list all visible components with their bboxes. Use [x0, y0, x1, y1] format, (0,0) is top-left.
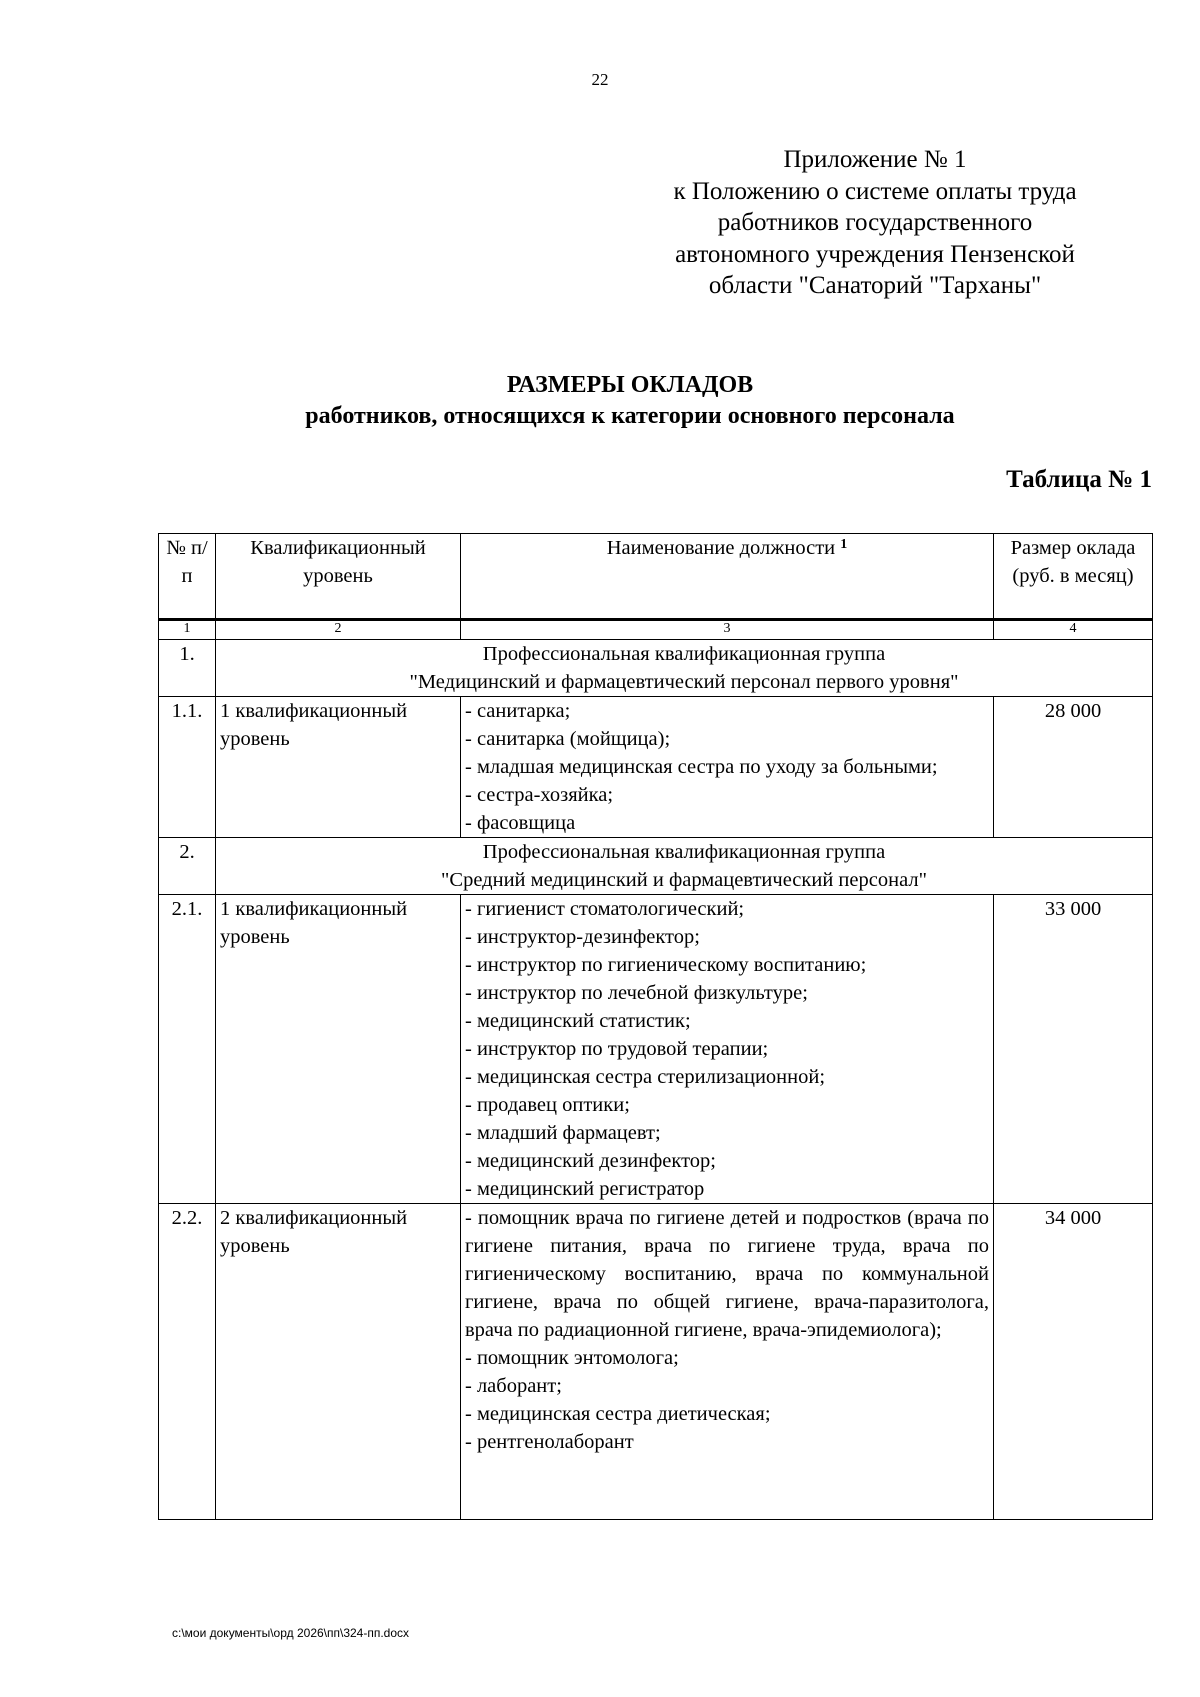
- position-item: - помощник энтомолога;: [465, 1347, 679, 1369]
- position-item: - медицинский дезинфектор;: [465, 1150, 716, 1172]
- row-num: 2.2.: [159, 1204, 216, 1520]
- file-path-footer: c:\мои документы\орд 2026\пп\324-пп.docx: [172, 1626, 410, 1640]
- position-item: - санитарка;: [465, 700, 571, 722]
- row-level: 1 квалификационный уровень: [216, 895, 461, 1204]
- appendix-line: Приложение № 1: [783, 146, 967, 173]
- header-level: Квалификационный уровень: [216, 534, 461, 620]
- group-title-line-2: "Медицинский и фармацевтический персонал первого уровня": [409, 671, 959, 693]
- position-item: - инструктор по гигиеническому воспитанию;: [465, 954, 867, 976]
- appendix-note: [640, 144, 1110, 302]
- column-number: 1: [159, 620, 216, 640]
- position-item: - младший фармацевт;: [465, 1122, 661, 1144]
- position-item: - инструктор по лечебной физкультуре;: [465, 982, 808, 1004]
- title-line-1: РАЗМЕРЫ ОКЛАДОВ: [506, 372, 754, 398]
- column-number: 2: [216, 620, 461, 640]
- position-item: - медицинская сестра стерилизационной;: [465, 1066, 826, 1088]
- position-item: - помощник врача по гигиене детей и подростков (врача по гигиене питания, врача по гигиене труда, врача по гигиеническому воспитанию, врача по коммунальной гигиене, врача по общей гигиене, врача-паразитолога, врача по радиационной гигиене, врача-эпидемиолога);: [465, 1207, 989, 1341]
- group-title: [216, 640, 1153, 697]
- group-title-line-1: Профессиональная квалификационная группа: [482, 841, 886, 863]
- group-row: [159, 640, 1153, 697]
- row-salary: 34 000: [994, 1204, 1153, 1520]
- group-num: 2.: [159, 838, 216, 895]
- row-positions: [461, 1204, 994, 1520]
- position-item: - санитарка (мойщица);: [465, 728, 671, 750]
- title-line-2: работников, относящихся к категории основного персонала: [305, 403, 955, 429]
- row-num: 2.1.: [159, 895, 216, 1204]
- position-item: - медицинский статистик;: [465, 1010, 691, 1032]
- position-item: - продавец оптики;: [465, 1094, 630, 1116]
- group-title-line-2: "Средний медицинский и фармацевтический персонал": [441, 869, 927, 891]
- header-position-label: Наименование должности: [606, 537, 836, 559]
- row-positions: [461, 895, 994, 1204]
- position-item: - гигиенист стоматологический;: [465, 898, 745, 920]
- column-number: 4: [994, 620, 1153, 640]
- position-item: - рентгенолаборант: [465, 1431, 634, 1453]
- group-title: [216, 838, 1153, 895]
- row-level: 1 квалификационный уровень: [216, 697, 461, 838]
- row-num: 1.1.: [159, 697, 216, 838]
- footnote-marker: 1: [840, 537, 848, 552]
- column-number: 3: [461, 620, 994, 640]
- appendix-line: области "Санаторий "Тарханы": [708, 272, 1042, 299]
- page-number: 22: [591, 70, 609, 89]
- header-num: № п/п: [159, 534, 216, 620]
- position-item: - медицинская сестра диетическая;: [465, 1403, 771, 1425]
- table-row: [159, 697, 1153, 838]
- appendix-line: к Положению о системе оплаты труда: [673, 177, 1077, 205]
- position-item: - сестра-хозяйка;: [465, 784, 614, 806]
- appendix-line: работников государственного: [717, 209, 1033, 236]
- appendix-line: автономного учреждения Пензенской: [675, 240, 1075, 268]
- position-item: - медицинский регистратор: [465, 1178, 705, 1200]
- table-label: Таблица № 1: [1006, 466, 1152, 493]
- position-item: - инструктор-дезинфектор;: [465, 926, 700, 948]
- table-row: [159, 1204, 1153, 1520]
- header-row: [159, 534, 1153, 620]
- position-item: - лаборант;: [465, 1375, 562, 1397]
- column-numbers-row: [159, 620, 1153, 640]
- row-positions: [461, 697, 994, 838]
- row-salary: 33 000: [994, 895, 1153, 1204]
- position-item: - фасовщица: [465, 812, 576, 834]
- group-title-line-1: Профессиональная квалификационная группа: [482, 643, 886, 665]
- position-item: - инструктор по трудовой терапии;: [465, 1038, 769, 1060]
- document-title: [0, 370, 1200, 432]
- header-salary: Размер оклада (руб. в месяц): [994, 534, 1153, 620]
- row-salary: 28 000: [994, 697, 1153, 838]
- row-level: 2 квалификационный уровень: [216, 1204, 461, 1520]
- salary-table: [158, 533, 1153, 1520]
- group-num: 1.: [159, 640, 216, 697]
- header-position: [461, 534, 994, 620]
- position-item: - младшая медицинская сестра по уходу за больными;: [465, 756, 938, 778]
- table-row: [159, 895, 1153, 1204]
- group-row: [159, 838, 1153, 895]
